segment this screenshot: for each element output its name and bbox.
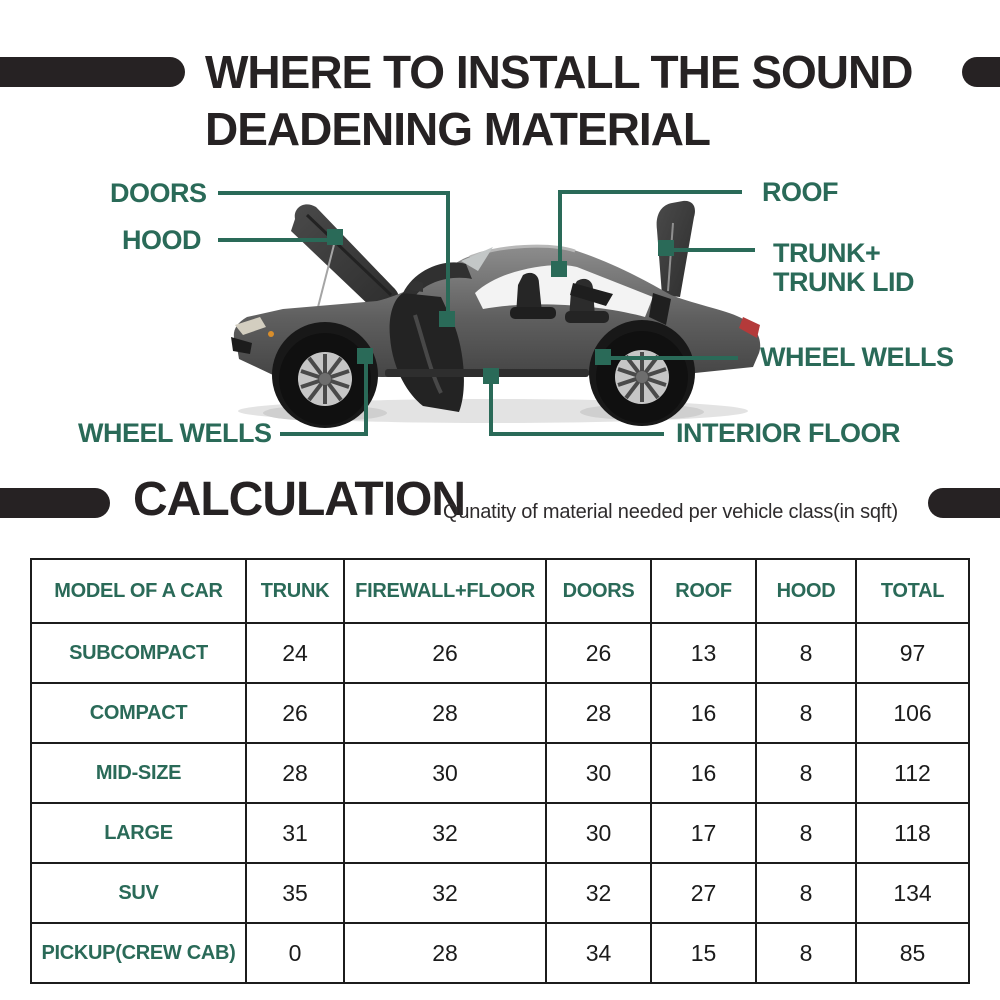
cell-hood: 8 bbox=[756, 743, 856, 803]
cell-firewall-floor: 28 bbox=[344, 683, 546, 743]
cell-firewall-floor: 26 bbox=[344, 623, 546, 683]
cell-trunk: 28 bbox=[246, 743, 344, 803]
interior-floor-marker bbox=[483, 368, 499, 384]
table-row bbox=[31, 623, 969, 683]
cell-trunk: 26 bbox=[246, 683, 344, 743]
cell-trunk: 0 bbox=[246, 923, 344, 983]
cell-total: 106 bbox=[856, 683, 969, 743]
label-interior-floor: INTERIOR FLOOR bbox=[676, 418, 900, 448]
doors-connector-drop bbox=[446, 191, 450, 317]
label-wheel-wells-left: WHEEL WELLS bbox=[78, 418, 272, 448]
cell-total: 97 bbox=[856, 623, 969, 683]
row-model: SUV bbox=[31, 863, 246, 923]
page-title bbox=[205, 44, 912, 158]
col-header-firewall-floor: FIREWALL+FLOOR bbox=[344, 559, 546, 623]
cell-hood: 8 bbox=[756, 623, 856, 683]
cell-doors: 28 bbox=[546, 683, 651, 743]
label-roof: ROOF bbox=[762, 177, 838, 207]
table-header-row bbox=[31, 559, 969, 623]
open-hood-panel bbox=[291, 204, 399, 311]
calculation-subtitle: Qunatity of material needed per vehicle class(in sqft) bbox=[443, 501, 898, 523]
label-doors: DOORS bbox=[110, 178, 207, 208]
material-table bbox=[30, 558, 970, 984]
cell-roof: 15 bbox=[651, 923, 756, 983]
cell-doors: 34 bbox=[546, 923, 651, 983]
cell-doors: 26 bbox=[546, 623, 651, 683]
row-model: COMPACT bbox=[31, 683, 246, 743]
cell-hood: 8 bbox=[756, 923, 856, 983]
cell-total: 112 bbox=[856, 743, 969, 803]
calculation-title: CALCULATION bbox=[133, 473, 466, 526]
wheel-wells-left-connector-line bbox=[280, 432, 368, 436]
cell-firewall-floor: 32 bbox=[344, 803, 546, 863]
calc-right-bar bbox=[928, 488, 1000, 518]
cell-roof: 27 bbox=[651, 863, 756, 923]
col-header-doors: DOORS bbox=[546, 559, 651, 623]
doors-connector-line bbox=[218, 191, 450, 195]
wheel-wells-right-marker bbox=[595, 349, 611, 365]
wheel-wells-left-connector-riser bbox=[364, 356, 368, 436]
cell-trunk: 35 bbox=[246, 863, 344, 923]
title-right-bar bbox=[962, 57, 1000, 87]
label-wheel-wells-right: WHEEL WELLS bbox=[760, 342, 954, 372]
hood-marker bbox=[327, 229, 343, 245]
car-illustration bbox=[225, 195, 775, 435]
trunk-connector-line bbox=[670, 248, 755, 252]
cell-doors: 30 bbox=[546, 743, 651, 803]
label-trunk bbox=[773, 239, 914, 297]
label-trunk-line1: TRUNK+ bbox=[773, 238, 881, 268]
cell-total: 134 bbox=[856, 863, 969, 923]
doors-marker bbox=[439, 311, 455, 327]
col-header-model: MODEL OF A CAR bbox=[31, 559, 246, 623]
page-title-line2: DEADENING MATERIAL bbox=[205, 103, 711, 155]
cell-doors: 30 bbox=[546, 803, 651, 863]
row-model: MID-SIZE bbox=[31, 743, 246, 803]
row-model: SUBCOMPACT bbox=[31, 623, 246, 683]
front-reflector bbox=[268, 331, 274, 337]
label-trunk-line2: TRUNK LID bbox=[773, 267, 914, 297]
wheel-wells-right-connector-line bbox=[608, 356, 738, 360]
table-row bbox=[31, 803, 969, 863]
roof-marker bbox=[551, 261, 567, 277]
rear-wheel bbox=[589, 320, 695, 426]
cell-total: 85 bbox=[856, 923, 969, 983]
cell-roof: 16 bbox=[651, 683, 756, 743]
cell-firewall-floor: 28 bbox=[344, 923, 546, 983]
table-row bbox=[31, 743, 969, 803]
cell-roof: 13 bbox=[651, 623, 756, 683]
cell-total: 118 bbox=[856, 803, 969, 863]
roof-connector-drop bbox=[558, 190, 562, 266]
interior-floor-connector-line bbox=[492, 432, 664, 436]
cell-trunk: 24 bbox=[246, 623, 344, 683]
hood-connector-line bbox=[218, 238, 338, 242]
cell-roof: 17 bbox=[651, 803, 756, 863]
col-header-trunk: TRUNK bbox=[246, 559, 344, 623]
table-row bbox=[31, 863, 969, 923]
cell-hood: 8 bbox=[756, 683, 856, 743]
calc-left-bar bbox=[0, 488, 110, 518]
cell-roof: 16 bbox=[651, 743, 756, 803]
roof-connector-line bbox=[560, 190, 742, 194]
table-row bbox=[31, 683, 969, 743]
interior-floor-connector-riser bbox=[489, 376, 493, 436]
cell-hood: 8 bbox=[756, 803, 856, 863]
cell-trunk: 31 bbox=[246, 803, 344, 863]
row-model: LARGE bbox=[31, 803, 246, 863]
front-wheel bbox=[272, 322, 378, 428]
label-hood: HOOD bbox=[122, 225, 201, 255]
trunk-marker bbox=[658, 240, 674, 256]
wheel-wells-left-marker bbox=[357, 348, 373, 364]
cell-firewall-floor: 30 bbox=[344, 743, 546, 803]
title-left-bar bbox=[0, 57, 185, 87]
table-row bbox=[31, 923, 969, 983]
row-model: PICKUP(CREW CAB) bbox=[31, 923, 246, 983]
col-header-roof: ROOF bbox=[651, 559, 756, 623]
col-header-total: TOTAL bbox=[856, 559, 969, 623]
cell-doors: 32 bbox=[546, 863, 651, 923]
page-title-line1: WHERE TO INSTALL THE SOUND bbox=[205, 46, 913, 98]
cell-firewall-floor: 32 bbox=[344, 863, 546, 923]
cell-hood: 8 bbox=[756, 863, 856, 923]
col-header-hood: HOOD bbox=[756, 559, 856, 623]
